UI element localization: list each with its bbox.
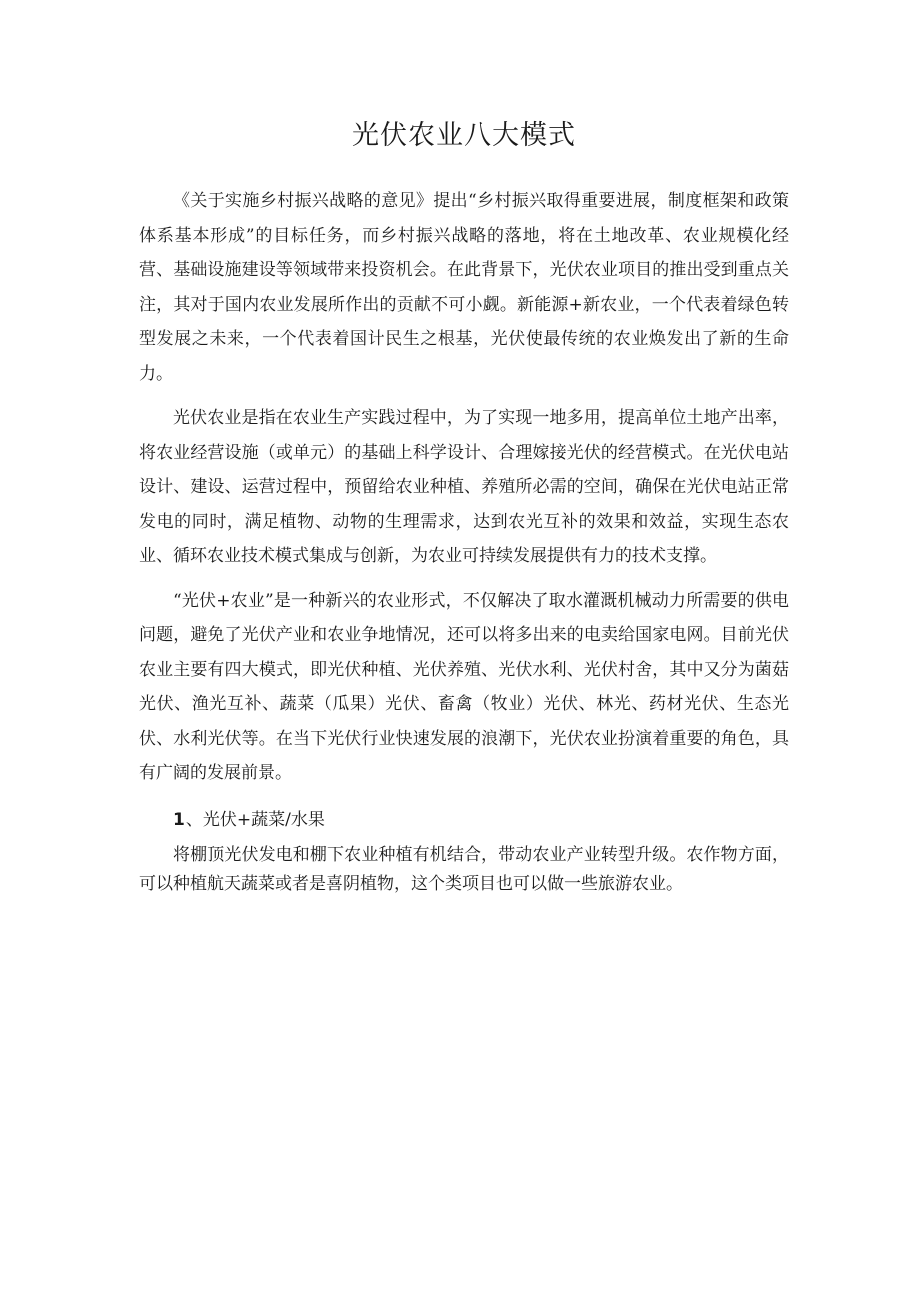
paragraph-definition: 光伏农业是指在农业生产实践过程中，为了实现一地多用，提高单位土地产出率，将农业经营设施（或单元）的基础上科学设计、合理嫁接光伏的经营模式。在光伏电站设计、建设、运营过程中，预留给农业种植、养殖所必需的空间，确保在光伏电站正常发电的同时，满足植物、动物的生理需求，达到农光互补的效果和效益，实现生态农业、循环农业技术模式集成与创新，为农业可持续发展提供有力的技术支撑。 <box>139 408 789 566</box>
section-heading-1 <box>139 805 789 835</box>
paragraph-intro: 《关于实施乡村振兴战略的意见》提出“乡村振兴取得重要进展，制度框架和政策体系基本形成”的目标任务，而乡村振兴战略的落地，将在土地改革、农业规模化经营、基础设施建设等领域带来投资机会。在此背景下，光伏农业项目的推出受到重点关注，其对于国内农业发展所作出的贡献不可小觑。新能源+新农业，一个代表着绿色转型发展之未来，一个代表着国计民生之根基，光伏使最传统的农业焕发出了新的生命力。 <box>139 191 789 384</box>
document-title: 光伏农业八大模式 <box>352 120 576 151</box>
section-heading-text: 、光伏+蔬菜/水果 <box>185 809 325 830</box>
paragraph-modes: “光伏+农业”是一种新兴的农业形式，不仅解决了取水灌溉机械动力所需要的供电问题，避免了光伏产业和农业争地情况，还可以将多出来的电卖给国家电网。目前光伏农业主要有四大模式，即光伏种植、光伏养殖、光伏水利、光伏村舍，其中又分为菌菇光伏、渔光互补、蔬菜（瓜果）光伏、畜禽（牧业）光伏、林光、药材光伏、生态光伏、水利光伏等。在当下光伏行业快速发展的浪潮下，光伏农业扮演着重要的角色，具有广阔的发展前景。 <box>139 590 789 783</box>
paragraph-section-1: 将棚顶光伏发电和棚下农业种植有机结合，带动农业产业转型升级。农作物方面，可以种植航天蔬菜或者是喜阴植物，这个类项目也可以做一些旅游农业。 <box>139 844 789 894</box>
section-number: 1 <box>173 809 185 830</box>
